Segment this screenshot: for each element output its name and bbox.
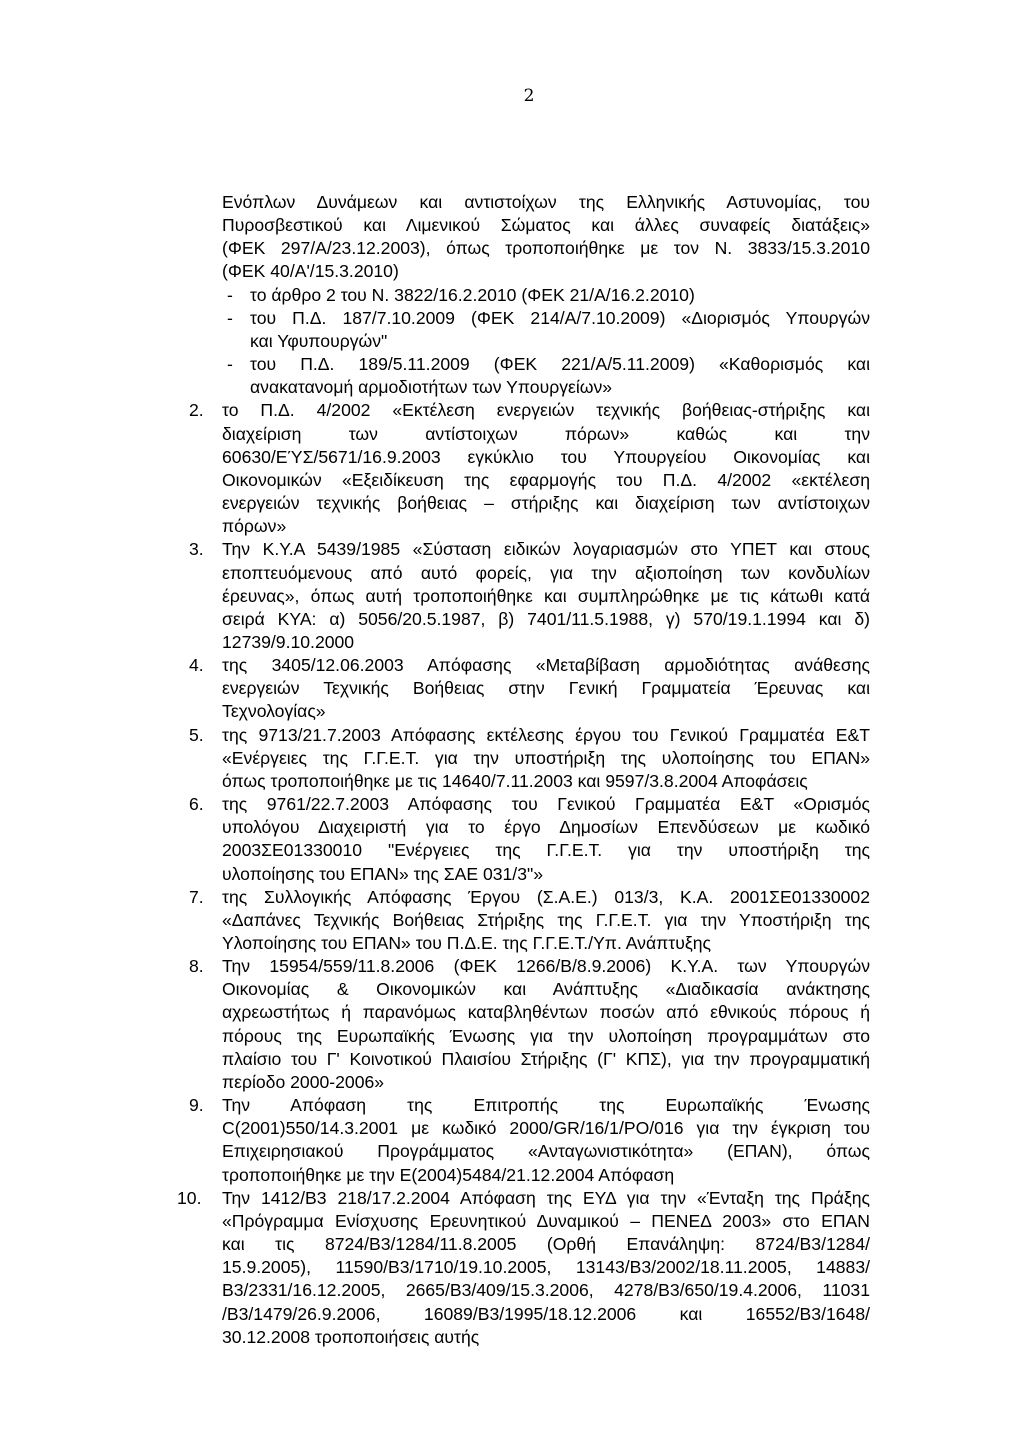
numbered-item-2 [189,399,870,538]
item-number: 10. [177,1187,202,1208]
text-line: ενεργειών τεχνικής βοήθειας – στήριξης και διαχείριση των αντίστοιχων [222,493,870,514]
numbered-item-10 [177,1187,870,1349]
numbered-item-5 [189,724,870,793]
intro-paragraph [189,191,870,284]
text-line: σειρά ΚΥΑ: α) 5056/20.5.1987, β) 7401/11.5.1988, γ) 570/19.1.1994 και δ) [222,608,870,629]
text-line: «Δαπάνες Τεχνικής Βοήθειας Στήριξης της Γ.Γ.Ε.Τ. για την Υποστήριξη της [222,909,870,930]
item-number: 8. [189,956,204,977]
text-line: 30.12.2008 τροποποιήσεις αυτής [222,1326,480,1347]
text-line: πόρους της Ευρωπαϊκής Ένωσης για την υλοποίηση προγραμμάτων στο [222,1025,870,1046]
dash-list-item [189,284,870,307]
text-line: όπως τροποποιήθηκε με τις 14640/7.11.2003 και 9597/3.8.2004 Αποφάσεις [222,770,808,791]
item-number: 4. [189,655,204,676]
numbered-item-9 [189,1094,870,1187]
text-line: Οικονομικών «Εξειδίκευση της εφαρμογής του Π.Δ. 4/2002 «εκτέλεση [222,469,870,490]
text-line: Πυροσβεστικού και Λιμενικού Σώματος και άλλες συναφείς διατάξεις» [222,215,870,236]
text-line: της 3405/12.06.2003 Απόφασης «Μεταβίβαση αρμοδιότητας ανάθεσης [222,655,870,676]
numbered-item-3 [189,538,870,654]
text-line: /Β3/1479/26.9.2006, 16089/Β3/1995/18.12.2006 και 16552/Β3/1648/ [222,1303,870,1324]
text-line: Ενόπλων Δυνάμεων και αντιστοίχων της Ελληνικής Αστυνομίας, του [222,192,870,212]
dash-marker: - [227,307,233,328]
text-line: υπολόγου Διαχειριστή για το έργο Δημοσίων Επενδύσεων με κωδικό [222,817,870,838]
page-number: 2 [523,86,535,106]
text-line: αχρεωστήτως ή παρανόμως καταβληθέντων ποσών από εθνικούς πόρους ή [222,1002,870,1023]
text-line: 60630/ΕΎΣ/5671/16.9.2003 εγκύκλιο του Υπουργείου Οικονομίας και [222,446,870,467]
text-line: του Π.Δ. 187/7.10.2009 (ΦΕΚ 214/Α/7.10.2009) «Διορισμός Υπουργών [250,307,870,328]
dash-marker: - [227,284,233,305]
text-line: και τις 8724/Β3/1284/11.8.2005 (Ορθή Επανάληψη: 8724/Β3/1284/ [222,1234,870,1255]
item-number: 5. [189,724,204,745]
item-number: 7. [189,886,204,907]
text-line: «Πρόγραμμα Ενίσχυσης Ερευνητικού Δυναμικού – ΠΕΝΕΔ 2003» στο ΕΠΑΝ [222,1210,870,1231]
text-line: πόρων» [222,516,287,537]
numbered-item-7 [189,886,870,955]
text-line: εποπτευόμενους από αυτό φορείς, για την αξιοποίηση των κονδυλίων [222,562,870,583]
item-number: 6. [189,794,204,815]
text-line: C(2001)550/14.3.2001 με κωδικό 2000/GR/16/1/PO/016 για την έγκριση του [222,1118,870,1139]
dash-marker: - [227,354,233,375]
numbered-item-6 [189,793,870,886]
text-line: Τεχνολογίας» [222,701,326,722]
document-body [177,191,870,1349]
text-line: της 9713/21.7.2003 Απόφασης εκτέλεσης έργου του Γενικού Γραμματέα Ε&Τ [222,724,870,745]
text-line: Β3/2331/16.12.2005, 2665/Β3/409/15.3.2006, 4278/Β3/650/19.4.2006, 11031 [222,1280,870,1301]
text-line: της 9761/22.7.2003 Απόφασης του Γενικού Γραμματέα Ε&Τ «Ορισμός [222,794,870,815]
text-line: Την 15954/559/11.8.2006 (ΦΕΚ 1266/Β/8.9.2006) Κ.Υ.Α. των Υπουργών [222,956,870,977]
text-line: ενεργειών Τεχνικής Βοήθειας στην Γενική Γραμματεία Έρευνας και [222,678,870,699]
text-line: και Υφυπουργών" [250,330,388,351]
text-line: το άρθρο 2 του Ν. 3822/16.2.2010 (ΦΕΚ 21/Α/16.2.2010) [250,284,695,305]
text-line: 12739/9.10.2000 [222,631,355,652]
text-line: Την Απόφαση της Επιτροπής της Ευρωπαϊκής Ένωσης [222,1095,870,1116]
text-line: (ΦΕΚ 297/Α/23.12.2003), όπως τροποποιήθηκε με τον Ν. 3833/15.3.2010 [222,238,870,259]
text-line: 15.9.2005), 11590/Β3/1710/19.10.2005, 13143/Β3/2002/18.11.2005, 14883/ [222,1257,870,1278]
numbered-item-4 [189,654,870,723]
text-line: Επιχειρησιακού Προγράμματος «Ανταγωνιστικότητα» (ΕΠΑΝ), όπως [222,1141,870,1162]
text-line: Υλοποίησης του ΕΠΑΝ» του Π.Δ.Ε. της Γ.Γ.Ε.Τ./Υπ. Ανάπτυξης [222,933,711,953]
text-line: Την Κ.Υ.Α 5439/1985 «Σύσταση ειδικών λογαριασμών στο ΥΠΕΤ και στους [222,539,870,560]
text-line: της Συλλογικής Απόφασης Έργου (Σ.Α.Ε.) 013/3, Κ.Α. 2001ΣΕ01330002 [222,886,870,907]
numbered-item-8 [189,955,870,1094]
text-line: του Π.Δ. 189/5.11.2009 (ΦΕΚ 221/Α/5.11.2009) «Καθορισμός και [250,354,870,375]
text-line: διαχείριση των αντίστοιχων πόρων» καθώς και την [222,423,870,444]
text-line: περίοδο 2000-2006» [222,1071,385,1092]
item-number: 2. [189,400,204,421]
text-line: τροποποιήθηκε με την Ε(2004)5484/21.12.2004 Απόφαση [222,1164,675,1185]
text-line: 2003ΣΕ01330010 "Ενέργειες της Γ.Γ.Ε.Τ. για την υποστήριξη της [222,840,870,861]
text-line: Οικονομίας & Οικονομικών και Ανάπτυξης «Διαδικασία ανάκτησης [222,979,870,1000]
dash-list-item [189,307,870,353]
text-line: ανακατανομή αρμοδιοτήτων των Υπουργείων» [250,377,613,398]
text-line: το Π.Δ. 4/2002 «Εκτέλεση ενεργειών τεχνικής βοήθειας-στήριξης και [222,400,870,421]
text-line: (ΦΕΚ 40/Α'/15.3.2010) [222,261,399,282]
text-line: έρευνας», όπως αυτή τροποποιήθηκε και συμπληρώθηκε με τις κάτωθι κατά [222,585,870,606]
item-number: 9. [189,1095,204,1116]
text-line: πλαίσιο του Γ' Κοινοτικού Πλαισίου Στήριξης (Γ' ΚΠΣ), για την προγραμματική [222,1048,870,1069]
text-line: υλοποίησης του ΕΠΑΝ» της ΣΑΕ 031/3"» [222,863,544,884]
dash-list-item [189,353,870,399]
text-line: «Ενέργειες της Γ.Γ.Ε.Τ. για την υποστήριξη της υλοποίησης του ΕΠΑΝ» [222,747,870,768]
item-number: 3. [189,539,204,560]
text-line: Την 1412/Β3 218/17.2.2004 Απόφαση της ΕΥΔ για την «Ένταξη της Πράξης [222,1187,870,1208]
